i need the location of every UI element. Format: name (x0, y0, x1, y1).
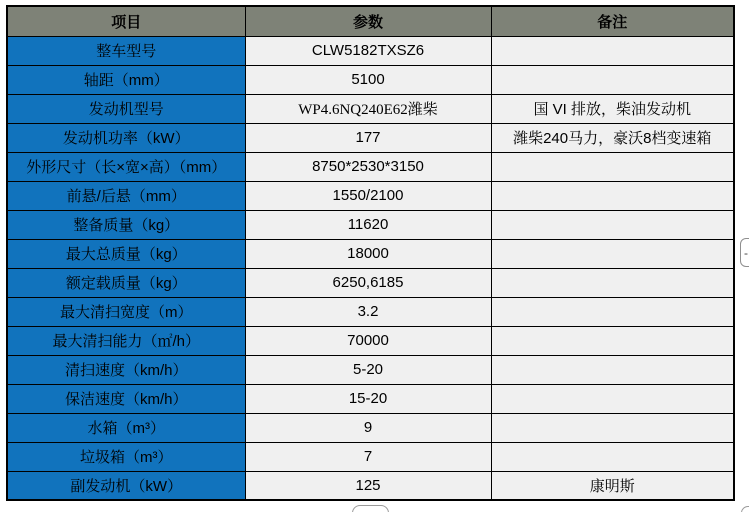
remark-cell: 康明斯 (491, 471, 734, 500)
item-cell: 副发动机（kW） (7, 471, 245, 500)
item-cell: 最大清扫宽度（m） (7, 297, 245, 326)
minus-icon: - (744, 245, 748, 260)
remark-cell (491, 268, 734, 297)
item-cell: 清扫速度（km/h） (7, 355, 245, 384)
item-cell: 保洁速度（km/h） (7, 384, 245, 413)
param-cell: 11620 (245, 210, 491, 239)
table-row (7, 94, 734, 123)
table-row (7, 36, 734, 65)
corner-pill-button[interactable] (741, 506, 749, 512)
remark-cell (491, 65, 734, 94)
remark-cell (491, 36, 734, 65)
side-flyout-handle-button[interactable] (740, 238, 749, 267)
table-row (7, 297, 734, 326)
param-cell: WP4.6NQ240E62潍柴 (245, 94, 491, 123)
item-cell: 前悬/后悬（mm） (7, 181, 245, 210)
table-row (7, 65, 734, 94)
table-row (7, 355, 734, 384)
table-row (7, 326, 734, 355)
column-header-remark: 备注 (491, 6, 734, 36)
remark-cell (491, 442, 734, 471)
item-cell: 整备质量（kg） (7, 210, 245, 239)
param-cell: 9 (245, 413, 491, 442)
item-cell: 额定载质量（kg） (7, 268, 245, 297)
param-cell: 177 (245, 123, 491, 152)
remark-cell (491, 384, 734, 413)
param-cell: 125 (245, 471, 491, 500)
param-cell: CLW5182TXSZ6 (245, 36, 491, 65)
param-cell: 1550/2100 (245, 181, 491, 210)
param-cell: 8750*2530*3150 (245, 152, 491, 181)
remark-cell (491, 152, 734, 181)
remark-cell: 国 VI 排放，柴油发动机 (491, 94, 734, 123)
param-cell: 70000 (245, 326, 491, 355)
remark-cell (491, 297, 734, 326)
param-cell: 5100 (245, 65, 491, 94)
table-row (7, 442, 734, 471)
bottom-pill-button[interactable] (352, 505, 389, 512)
item-cell: 外形尺寸（长×宽×高）（mm） (7, 152, 245, 181)
item-cell: 最大总质量（kg） (7, 239, 245, 268)
table-row (7, 239, 734, 268)
item-cell: 发动机功率（kW） (7, 123, 245, 152)
table-row (7, 413, 734, 442)
item-cell: 最大清扫能力（㎡/h） (7, 326, 245, 355)
param-cell: 18000 (245, 239, 491, 268)
remark-cell (491, 210, 734, 239)
remark-cell: 潍柴240马力，豪沃8档变速箱 (491, 123, 734, 152)
item-cell: 水箱（m³） (7, 413, 245, 442)
table-row (7, 123, 734, 152)
table-row (7, 181, 734, 210)
column-header-item: 项目 (7, 6, 245, 36)
item-cell: 轴距（mm） (7, 65, 245, 94)
param-cell: 7 (245, 442, 491, 471)
table-row (7, 152, 734, 181)
vehicle-spec-table (6, 5, 735, 501)
column-header-parameter: 参数 (245, 6, 491, 36)
item-cell: 发动机型号 (7, 94, 245, 123)
remark-cell (491, 413, 734, 442)
param-cell: 6250,6185 (245, 268, 491, 297)
remark-cell (491, 239, 734, 268)
table-row (7, 210, 734, 239)
param-cell: 5-20 (245, 355, 491, 384)
item-cell: 整车型号 (7, 36, 245, 65)
remark-cell (491, 355, 734, 384)
table-row (7, 268, 734, 297)
item-cell: 垃圾箱（m³） (7, 442, 245, 471)
remark-cell (491, 326, 734, 355)
header-row (7, 6, 734, 36)
param-cell: 3.2 (245, 297, 491, 326)
param-cell: 15-20 (245, 384, 491, 413)
remark-cell (491, 181, 734, 210)
table-row (7, 384, 734, 413)
table-row (7, 471, 734, 500)
